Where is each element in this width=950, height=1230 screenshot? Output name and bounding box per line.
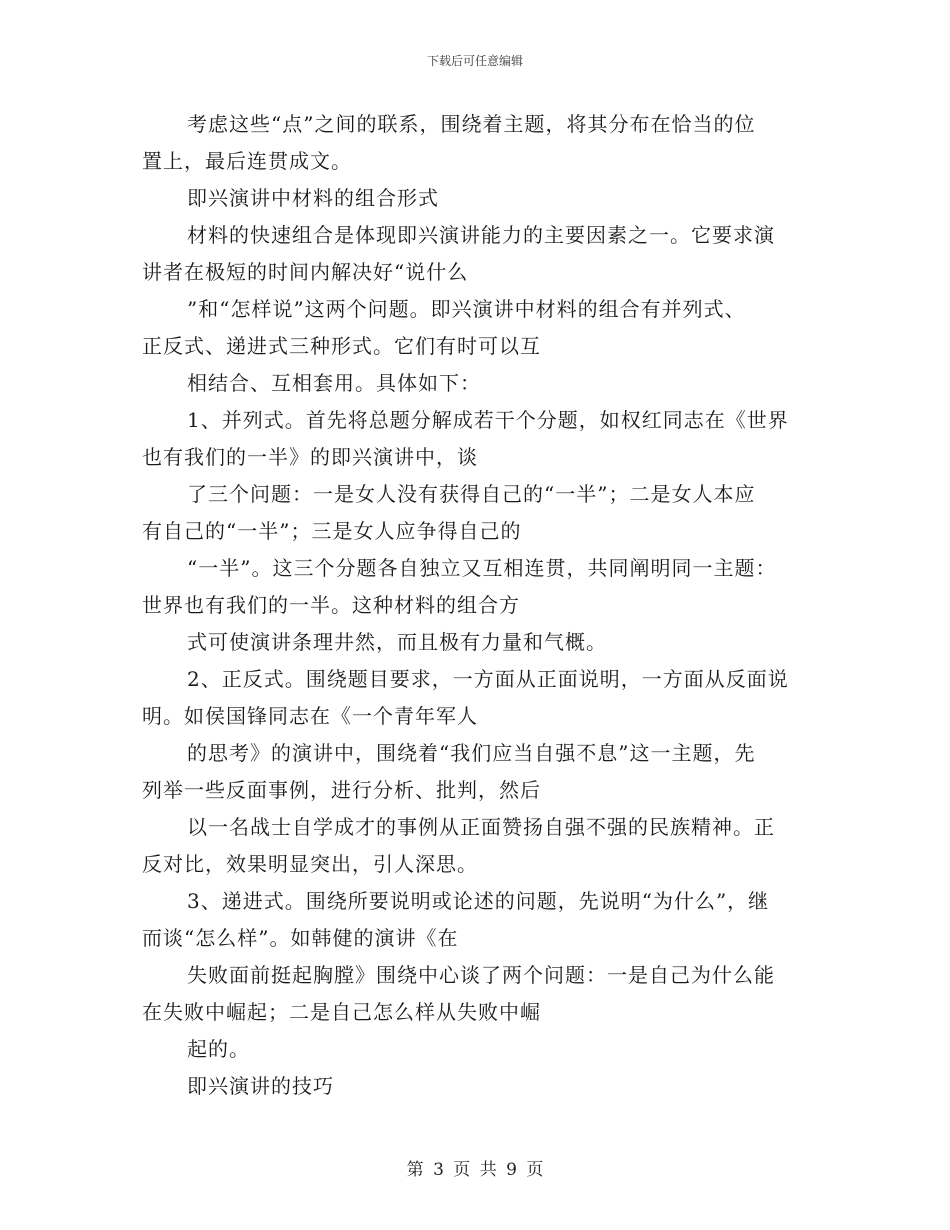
text-line: 3、递进式。围绕所要说明或论述的问题，先说明“为什么”，继	[187, 889, 770, 913]
text-line: 1、并列式。首先将总题分解成若干个分题，如权红同志在《世界	[187, 408, 789, 432]
document-body	[142, 106, 812, 1105]
text-line: 考虑这些“点”之间的联系，围绕着主题，将其分布在恰当的位	[187, 112, 756, 136]
text-line: 失败面前挺起胸膛》围绕中心谈了两个问题：一是自己为什么能	[187, 963, 775, 987]
text-line: 有自己的“一半”；三是女人应争得自己的	[142, 519, 522, 543]
text-line: ”和“怎样说”这两个问题。即兴演讲中材料的组合有并列式、	[187, 297, 746, 321]
section-heading: 即兴演讲的技巧	[187, 1074, 334, 1098]
text-line: “一半”。这三个分题各自独立又互相连贯，共同阐明同一主题：	[187, 556, 777, 580]
text-line: 相结合、互相套用。具体如下：	[187, 371, 481, 395]
text-line: 以一名战士自学成才的事例从正面赞扬自强不强的民族精神。正	[187, 815, 775, 839]
text-line: 也有我们的一半》的即兴演讲中，谈	[142, 445, 478, 469]
text-line: 反对比，效果明显突出，引人深思。	[142, 852, 478, 876]
section-heading: 即兴演讲中材料的组合形式	[187, 186, 439, 210]
text-line: 置上，最后连贯成文。	[142, 149, 352, 173]
text-line: 了三个问题：一是女人没有获得自己的“一半”；二是女人本应	[187, 482, 756, 506]
text-line: 起的。	[187, 1037, 250, 1061]
text-line: 的思考》的演讲中，围绕着“我们应当自强不息”这一主题，先	[187, 741, 756, 765]
text-line: 世界也有我们的一半。这种材料的组合方	[142, 593, 520, 617]
text-line: 材料的快速组合是体现即兴演讲能力的主要因素之一。它要求演	[187, 223, 775, 247]
text-line: 式可使演讲条理井然，而且极有力量和气概。	[187, 630, 607, 654]
text-line: 而谈“怎么样”。如韩健的演讲《在	[142, 926, 459, 950]
text-line: 讲者在极短的时间内解决好“说什么	[142, 260, 469, 284]
text-line: 正反式、递进式三种形式。它们有时可以互	[142, 334, 541, 358]
text-line: 在失败中崛起；二是自己怎么样从失败中崛	[142, 1000, 541, 1024]
text-line: 2、正反式。围绕题目要求，一方面从正面说明，一方面从反面说	[187, 667, 789, 691]
page-number-footer: 第 3 页 共 9 页	[406, 1160, 544, 1180]
text-line: 明。如侯国锋同志在《一个青年军人	[142, 704, 478, 728]
page-header: 下载后可任意编辑	[426, 54, 523, 68]
text-line: 列举一些反面事例，进行分析、批判，然后	[142, 778, 541, 802]
